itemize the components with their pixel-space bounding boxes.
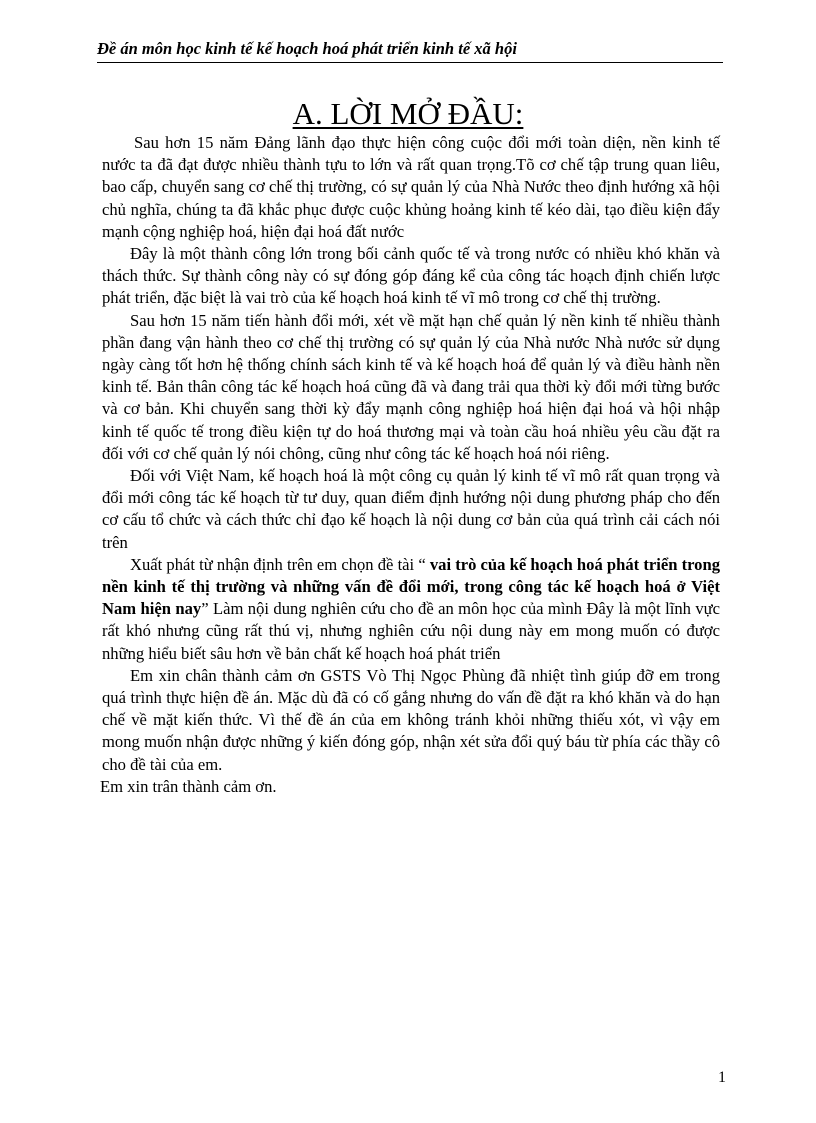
- section-title: [0, 96, 816, 132]
- paragraph-6: Em xin chân thành cảm ơn GSTS Vò Thị Ngọc Phùng đã nhiệt tình giúp đỡ em trong quá trình thực hiện đề án. Mặc dù đã có cố gắng nhưng do vấn đề đặt ra khó khăn và do hạn chế về mặt kiến thức. Vì thế đề án của em không tránh khỏi những thiếu xót, vì vậy em mong muốn nhận được những ý kiến đóng góp, nhận xét sửa đổi quý báu từ phía các thầy cô cho đề tài của em.: [102, 665, 720, 774]
- paragraph-5-intro: Xuất phát từ nhận định trên em chọn đề tài “: [130, 554, 430, 574]
- page-number: 1: [718, 1069, 726, 1086]
- closing-line: Em xin trân thành cảm ơn.: [100, 776, 277, 796]
- paragraph-3: Sau hơn 15 năm tiến hành đổi mới, xét về mặt hạn chế quản lý nền kinh tế nhiều thành phần đang vận hành theo cơ chế thị trường có sự quản lý của Nhà nước Nhà nước sử dụng ngày càng tốt hơn hệ thống chính sách kinh tế và kế hoạch hoá để quản lý và điều hành nền kinh tế. Bản thân công tác kế hoạch hoá cũng đã và đang trải qua thời kỳ đổi mới từng bước và cơ bản. Khi chuyển sang thời kỳ đẩy mạnh công nghiệp hoá hiện đại hoá và hội nhập kinh tế quốc tế trong điều kiện tự do hoá thương mại và toàn cầu hoá nhiều yêu cầu đặt ra đối với cơ chế quản lý nói chông, cũng như công tác kế hoạch hoá nói riêng.: [102, 310, 720, 463]
- thesis-topic: vai trò của kế hoạch hoá phát triển trong nền kinh tế thị trường và những vấn đề đổi mới, trong công tác kế hoạch hoá ở Việt Nam hiện nay: [102, 554, 720, 619]
- section-title-text: A. LỜI MỞ ĐẦU:: [292, 96, 524, 131]
- paragraph-2: Đây là một thành công lớn trong bối cảnh quốc tế và trong nước có nhiều khó khăn và thách thức. Sự thành công này có sự đóng góp đáng kể của công tác hoạch định chiến lược phát triển, đặc biệt là vai trò của kế hoạch hoá kinh tế vĩ mô trong cơ chế thị trường.: [102, 244, 720, 308]
- page-header: [97, 38, 723, 63]
- document-body: [102, 132, 720, 798]
- header-text: Đề án môn học kinh tế kế hoạch hoá phát triển kinh tế xã hội: [97, 39, 517, 58]
- paragraph-5: [102, 554, 720, 665]
- paragraph-4: Đối với Việt Nam, kế hoạch hoá là một công cụ quản lý kinh tế vĩ mô rất quan trọng và đổi mới công tác kế hoạch từ tư duy, quan điểm định hướng nội dung phương pháp cho đến cơ cấu tổ chức và cách thức chỉ đạo kế hoạch là nội dung cơ bản của quá trình cải cách nói trên: [102, 466, 720, 552]
- paragraph-5-rest: ” Làm nội dung nghiên cứu cho đề an môn học của mình Đây là một lĩnh vực rất khó nhưng cũng rất thú vị, nhưng nghiên cứu nội dung này em mong muốn có được những hiểu biết sâu hơn về bản chất kế hoạch hoá phát triển: [102, 599, 720, 663]
- paragraph-1: Sau hơn 15 năm Đảng lãnh đạo thực hiện công cuộc đổi mới toàn diện, nền kinh tế nước ta đã đạt được nhiều thành tựu to lớn và rất quan trọng.Tõ cơ chế tập trung quan liêu, bao cấp, chuyển sang cơ chế thị trường, có sự quản lý của Nhà Nước theo định hướng xã hội chủ nghĩa, chúng ta đã khắc phục được cuộc khủng hoảng kinh tế kéo dài, tạo điều kiện đẩy mạnh cộng nghiệp hoá, hiện đại hoá đất nước: [102, 133, 720, 241]
